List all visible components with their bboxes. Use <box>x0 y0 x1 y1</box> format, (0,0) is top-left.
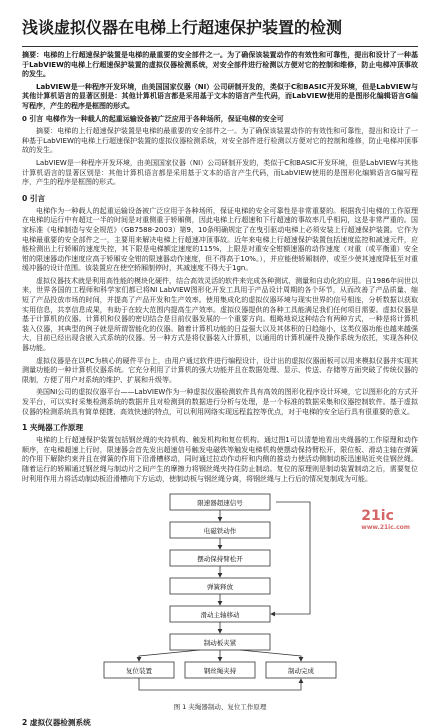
flowchart-diagram <box>100 490 340 700</box>
flow-box-3 <box>170 578 270 594</box>
flow-box-8 <box>266 662 336 678</box>
flow-box-label-8: 制动完成 <box>288 667 314 676</box>
section-heading-vi-system: 2 虚拟仪器检测系统 <box>22 718 91 728</box>
virtual-instrument-paragraph: 虚拟仪器技术就是利用高性能的模块化硬件，结合高效灵活的软件来完成各种测试、测量和自动化的应用。自1986年问世以来，世界各国的工程师和科学家们都已将NI LabVIEW图形化开发工具用于产品设计周期的各个环节，从而改善了产品质量、缩短了产品投放市场的时间，并提高了产品开发和生产效率。使用集成化的虚拟仪器环境与现实世界的信号相连，分析数据以获取实用信息，共享信息成果，有助于在较大范围内提高生产效率。虚拟仪器提供的各种工具能满足我们任何项目需要。虚拟仪器是基于计算机的仪器。计算机和仪器的密切结合是目前仪器发展的一个重要方向。粗略地说这种结合有两种方式，一种是将计算机装入仪器，其典型的例子就是所谓智能化的仪器。随着计算机功能的日益强大以及其体积的日趋缩小，这类仪器功能也越来越强大，目前已经出现含嵌入式系统的仪器。另一种方式是将仪器装入计算机，以通用的计算机硬件及操作系统为依托，实现各种仪器功能。 <box>22 276 418 353</box>
flow-box-label-0: 限速器超速信号 <box>197 499 243 508</box>
article-title: 浅谈虚拟仪器在电梯上行超速保护装置的检测 <box>22 18 343 37</box>
rope-gripper-paragraph: 电梯的上行超速保护装置包括钢丝绳的夹持机构、触发机构和复位机构。通过图1可以清楚地看出夹绳器的工作原理和动作顺序，在电梯超速上行时，限速器会首先发出超速信号触发电磁铁等触发电梯机构使摆动保持臂松开，限位板、滑动主轴在弹簧的作用下解除约束并且在弹簧的作用下沿滑槽移动，同时通过拉动作动杆和内侧的推动力使活动侧制动板迅速贴近夹住钢丝绳。随着运行的轿厢通过钢丝绳与制动片之间产生的摩擦力将钢丝绳夹持住防止制动。复位的原理则是制动装置制动之后，需要复位时利用作用力将活动制动板沿滑槽向下方运动，使制动板与钢丝绳分离，将钢丝绳与上行后的情况复制成为可能。 <box>22 436 418 483</box>
intro-paragraph: 电梯作为一种载人的起重运输设备被广泛应用于各种场所，保证电梯的安全可靠性是非常重要的。根据我引电梯的工作原理在电梯的运行中有超过一半的时间是对重侧重于轿厢侧，因此电梯上行超速和下行超速的事故率几乎相同，这是非常严重的。国家标准《电梯制造与安全规范》（GB7588-2003）第9、10条明确规定了在曳引驱动电梯上必须安装上行超速保护装置。它作为电梯最重要的安全部件之一，主要用来解决电梯上行超速冲顶事故。近年来电梯上行超速保护装置包括速度监控和减速元件，应能检测出上行轿厢的速度失控，其下限是电梯额定速度的115%，上限是对重安全钳额速器的动作速度（对重（或平衡重）安全钳的限速器动作速度应高于轿厢安全钳的限速器动作速度，但不得高于10%。），并应能使轿厢制停，或至少使其速度降低至对重缓冲器的设计范围。该装置应在使空轿厢制停时，其减速度不得大于1gn。 <box>22 206 418 273</box>
flow-box-1 <box>170 522 270 538</box>
virtual-instrument-paragraph-2: 虚拟仪器是在以PC为核心的硬件平台上，由用户通过软件进行编程设计，设计出的虚拟仪器面板可以用来模拟仪器并实现其测量功能的一种计算机仪器系统。它充分利用了计算机的强大功能并且在数据处理、显示、传送、存储等方面突破了传统仪器的限制，方便了用户对系统的维护、扩展和升级等。 <box>22 356 418 384</box>
flow-box-label-7: 钢丝绳夹持 <box>203 667 237 676</box>
abstract-paragraph: 摘要：电梯的上行超速保护装置是电梯的最重要的安全部件之一。为了确保该装置动作的有效性和可靠性，提出和设计了一种基于LabVIEW的电梯上行超速保护装置的虚拟仪器检测系统，对安全部件进行检测以方便对它的控制和维修，防止电梯冲顶事故的发生。 <box>22 51 418 79</box>
section-heading-rope-gripper: 1 夹绳器工作原理 <box>22 423 84 433</box>
section-heading-intro: 0 引言 <box>22 193 46 203</box>
repeat-labview-paragraph: LabVIEW是一种程序开发环境，由美国国家仪器（NI）公司研制开发的，类似于C和BASIC开发环境，但是LabVIEW与其他计算机语言的显著区别是：其他计算机语言都是采用基于文本的语言产生代码，而LabVIEW使用的是图形化编辑语言G编写程序，产生的程序是框图的形式。 <box>22 158 418 187</box>
keywords-line: 0 引言 电梯作为一种载人的起重运输设备被广泛应用于各种场所，保证电梯的安全可 <box>22 114 284 123</box>
flow-box-2 <box>170 550 270 566</box>
flow-box-0 <box>170 494 270 510</box>
flow-box-label-5: 制动板夹紧 <box>203 639 237 648</box>
watermark-logo-text: 21ic <box>361 508 394 524</box>
flow-box-5 <box>170 634 270 650</box>
flow-box-label-2: 摆动保持臂松开 <box>197 555 243 564</box>
flow-box-label-3: 弹簧释放 <box>207 583 233 592</box>
labview-paragraph: 美国NI公司的虚拟仪器平台——LabVIEW作为一种虚拟仪器检测软件具有高效的图形化程序设计环境，它以图形化的方式开发平台，可以实时采集检测系统的数据并且对检测到的数据进行分析与处理，是一个标准的数据采集和仪器控制软件。基于虚拟仪器的检测系统具有简单便捷、高效快速的特点，可以利用网络实现远程监控等优点，对于电梯的安全运行具有很重要的意义。 <box>22 388 418 416</box>
flow-box-label-6: 复位装置 <box>126 667 152 676</box>
flow-box-label-1: 电磁铁动作 <box>203 527 237 536</box>
flow-box-6 <box>104 662 174 678</box>
figure-1 <box>100 490 340 712</box>
repeat-abstract-paragraph: 摘要：电梯的上行超速保护装置是电梯的最重要的安全部件之一。为了确保该装置动作的有效性和可靠性，提出和设计了一种基于LabVIEW的电梯上行超速保护装置的虚拟仪器检测系统，对安全部件进行检测以方便对它的控制和维修，防止电梯冲顶事故的发生。 <box>22 127 418 155</box>
flow-box-7 <box>185 662 255 678</box>
abstract-labview-paragraph: LabVIEW是一种程序开发环境，由美国国家仪器（NI）公司研制开发的，类似于C和BASIC开发环境，但是LabVIEW与其他计算机语言的显著区别是：其他计算机语言都是采用基于文本的语言产生代码，而LabVIEW使用的是图形化编辑语言G编写程序，产生的程序是框图的形式。 <box>22 82 418 110</box>
watermark-url: www.21ic.com <box>361 524 410 531</box>
title-divider <box>22 46 418 47</box>
site-watermark <box>361 508 410 531</box>
figure-caption: 图 1 夹绳器制动、复位工作原理 <box>173 703 267 712</box>
flow-box-label-4: 滑动主轴移动 <box>200 611 240 620</box>
